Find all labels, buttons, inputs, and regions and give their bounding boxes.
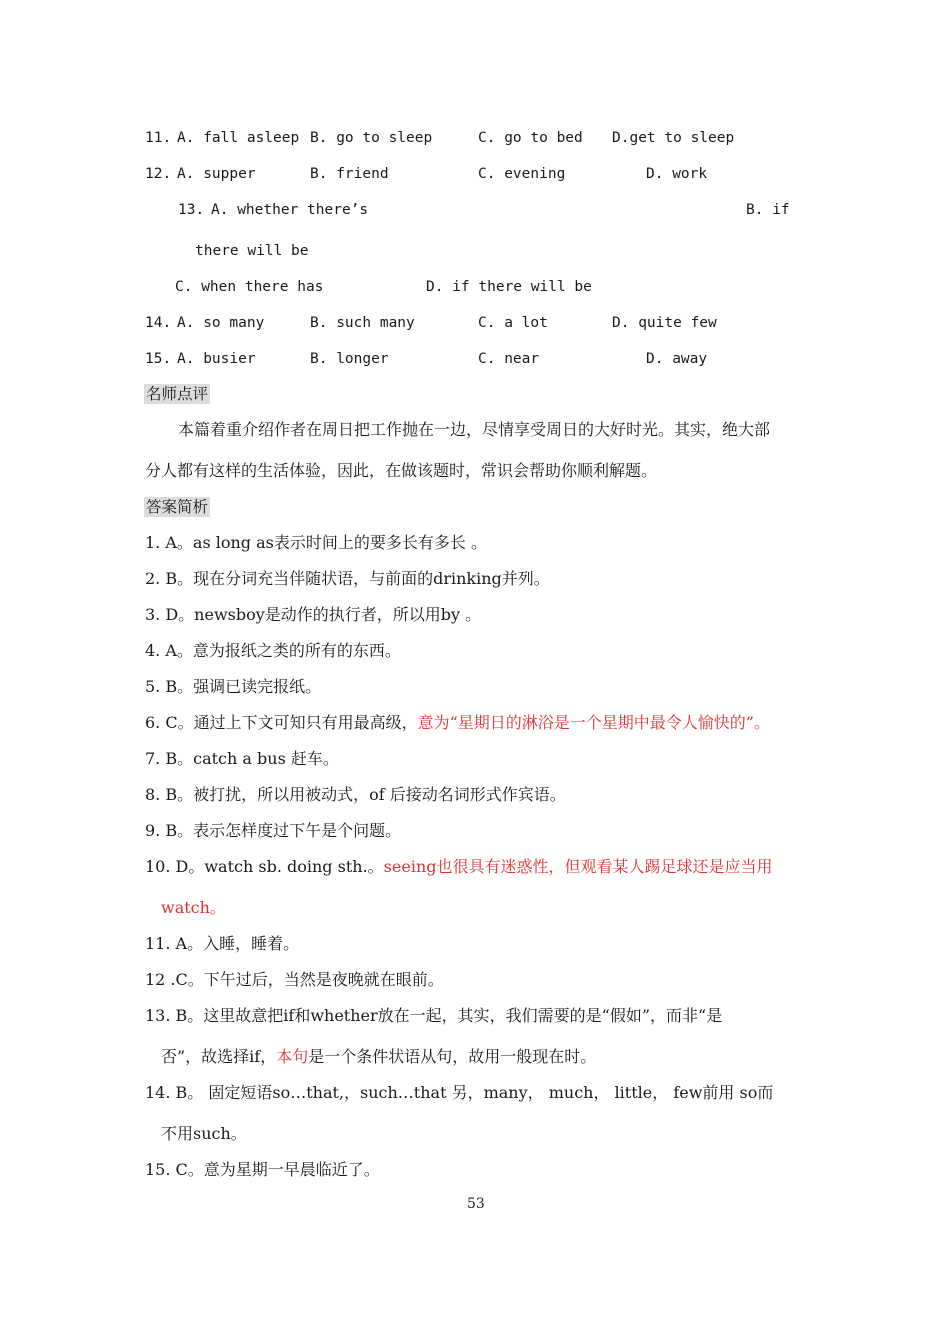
answer-text: 否”，故选择if， <box>161 1047 277 1066</box>
option-d: D.get to sleep <box>612 130 735 146</box>
answer-item: 4. A。意为报纸之类的所有的东西。 <box>145 641 401 660</box>
option-a: A. busier <box>177 351 256 367</box>
option-d: D. away <box>646 351 708 367</box>
question-number: 14. <box>145 315 172 331</box>
option-b: B. if <box>746 202 790 218</box>
answer-item-continuation <box>161 1047 596 1067</box>
option-c: C. near <box>478 351 540 367</box>
question-number: 15. <box>145 351 172 367</box>
option-a: A. supper <box>177 166 256 182</box>
answer-item: 2. B。现在分词充当伴随状语，与前面的drinking并列。 <box>145 569 550 588</box>
review-paragraph-line: 分人都有这样的生活体验，因此，在做该题时，常识会帮助你顺利解题。 <box>145 461 658 480</box>
answer-item: 14. B。 固定短语so…that,，such…that 另，many， much， little， few前用 so而 <box>145 1083 774 1102</box>
answer-item: 11. A。入睡，睡着。 <box>145 934 300 953</box>
option-c: C. go to bed <box>478 130 583 146</box>
answer-item: 3. D。newsboy是动作的执行者，所以用by 。 <box>145 605 482 624</box>
answer-item: 12 .C。下午过后，当然是夜晚就在眼前。 <box>145 970 444 989</box>
review-paragraph-line: 本篇着重介绍作者在周日把工作抛在一边，尽情享受周日的大好时光。其实，绝大部 <box>178 420 771 439</box>
answer-item: 5. B。强调已读完报纸。 <box>145 677 322 696</box>
option-d: D. if there will be <box>426 279 592 295</box>
answer-item: 8. B。被打扰，所以用被动式，of 后接动名词形式作宾语。 <box>145 785 566 804</box>
answer-text: 是一个条件状语从句，故用一般现在时。 <box>308 1047 597 1066</box>
option-d: D. quite few <box>612 315 717 331</box>
answer-highlight: seeing也很具有迷惑性，但观看某人踢足球还是应当用 <box>383 857 773 876</box>
answer-item: 1. A。as long as表示时间上的要多长有多长 。 <box>145 533 487 552</box>
answer-text: 10. D。watch sb. doing sth.。 <box>145 857 384 876</box>
option-b: B. go to sleep <box>310 130 433 146</box>
answer-item-continuation: 不用such。 <box>161 1124 247 1143</box>
option-d: D. work <box>646 166 708 182</box>
option-a: A. so many <box>177 315 265 331</box>
page-number: 53 <box>467 1196 485 1212</box>
answers-heading: 答案简析 <box>146 498 209 516</box>
answer-highlight-continuation: watch。 <box>161 898 226 917</box>
option-c: C. evening <box>478 166 566 182</box>
option-b: B. longer <box>310 351 389 367</box>
question-number: 11. <box>145 130 172 146</box>
question-number: 12. <box>145 166 172 182</box>
answer-item <box>145 713 770 733</box>
option-b: B. such many <box>310 315 415 331</box>
review-heading: 名师点评 <box>146 385 209 403</box>
question-number: 13. <box>178 202 205 218</box>
answer-item: 13. B。这里故意把if和whether放在一起，其实，我们需要的是“假如”，而非“是 <box>145 1006 723 1025</box>
answer-text: 6. C。通过上下文可知只有用最高级， <box>145 713 418 732</box>
option-c: C. when there has <box>175 279 324 295</box>
answer-highlight: 本句 <box>276 1047 309 1066</box>
option-c: C. a lot <box>478 315 548 331</box>
answer-item: 9. B。表示怎样度过下午是个问题。 <box>145 821 402 840</box>
answer-highlight: 意为“星期日的淋浴是一个星期中最令人愉快的”。 <box>417 713 770 732</box>
option-b: B. friend <box>310 166 389 182</box>
answer-item: 15. C。意为星期一早晨临近了。 <box>145 1160 380 1179</box>
answer-item: 7. B。catch a bus 赶车。 <box>145 749 339 768</box>
answer-item <box>145 857 773 877</box>
option-a: A. whether there’s <box>211 202 369 218</box>
option-a-continuation: there will be <box>195 243 309 259</box>
option-a: A. fall asleep <box>177 130 300 146</box>
